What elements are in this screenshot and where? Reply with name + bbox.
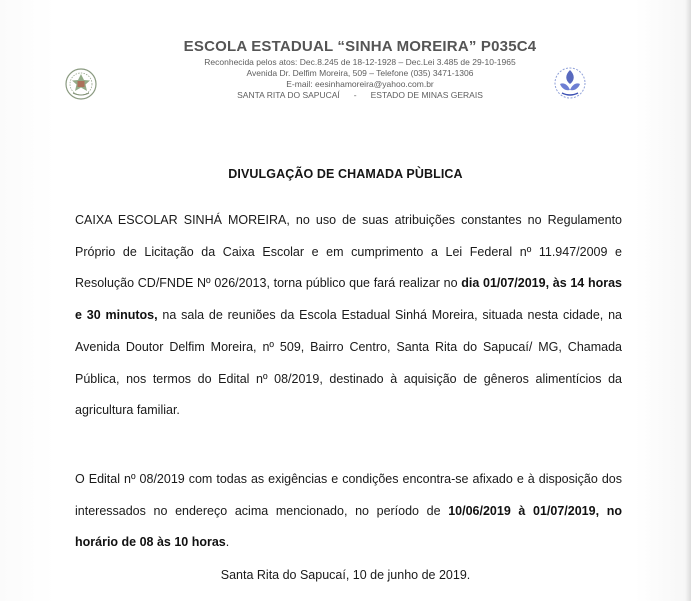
page-edge-shadow xyxy=(685,0,691,601)
closing-date-line: Santa Rita do Sapucaí, 10 de junho de 2019. xyxy=(220,568,471,582)
paragraph1-bold-date: dia 01/07/2019, às 14 horas e 30 minutos, xyxy=(75,276,623,323)
paragraph1-text-a: CAIXA ESCOLAR SINHÁ MOREIRA, no uso de suas atribuições constantes no Regulamento Próprio de Licitação da Caixa Escolar e em cumprimento a Lei Federal nº 11.947/2009 e Resolução CD/FNDE Nº 026/2013, torna público que fará realizar no xyxy=(75,213,622,291)
school-name: ESCOLA ESTADUAL “SINHA MOREIRA” P035C4 xyxy=(183,38,537,55)
state-name: ESTADO DE MINAS GERAIS xyxy=(370,90,483,100)
city-state-line xyxy=(150,90,570,101)
paragraph-announcement xyxy=(75,205,622,427)
school-crest-icon xyxy=(64,67,98,101)
city-name: SANTA RITA DO SAPUCAÍ xyxy=(237,90,340,100)
city-separator: - xyxy=(353,90,357,100)
letterhead xyxy=(150,38,570,101)
paragraph1-text-c: na sala de reuniões da Escola Estadual Sinhá Moreira, situada nesta cidade, na Avenida Doutor Delfim Moreira, nº 509, Bairro Centro, Santa Rita do Sapucaí/ MG, Chamada Pública, nos termos do Edital nº 08/2019, destinado à aquisição de gêneros alimentícios da agricultura familiar. xyxy=(75,308,622,418)
document-title: DIVULGAÇÃO DE CHAMADA PÙBLICA xyxy=(228,167,463,181)
paragraph2-bold-period: 10/06/2019 à 01/07/2019, no horário de 08 às 10 horas xyxy=(75,503,622,550)
address-line: Avenida Dr. Delfim Moreira, 509 – Telefone (035) 3471-1306 xyxy=(246,68,474,78)
paragraph2-text-c: . xyxy=(225,535,230,550)
paragraph2-text-a: O Edital nº 08/2019 com todas as exigências e condições encontra-se afixado e à disposição dos interessados no endereço acima mencionado, no período de xyxy=(75,472,622,518)
paragraph-edital xyxy=(75,464,622,559)
recognition-line: Reconhecida pelos atos: Dec.8.245 de 18-12-1928 – Dec.Lei 3.485 de 29-10-1965 xyxy=(204,57,516,67)
email-line: E-mail: eesinhamoreira@yahoo.com.br xyxy=(286,79,434,89)
